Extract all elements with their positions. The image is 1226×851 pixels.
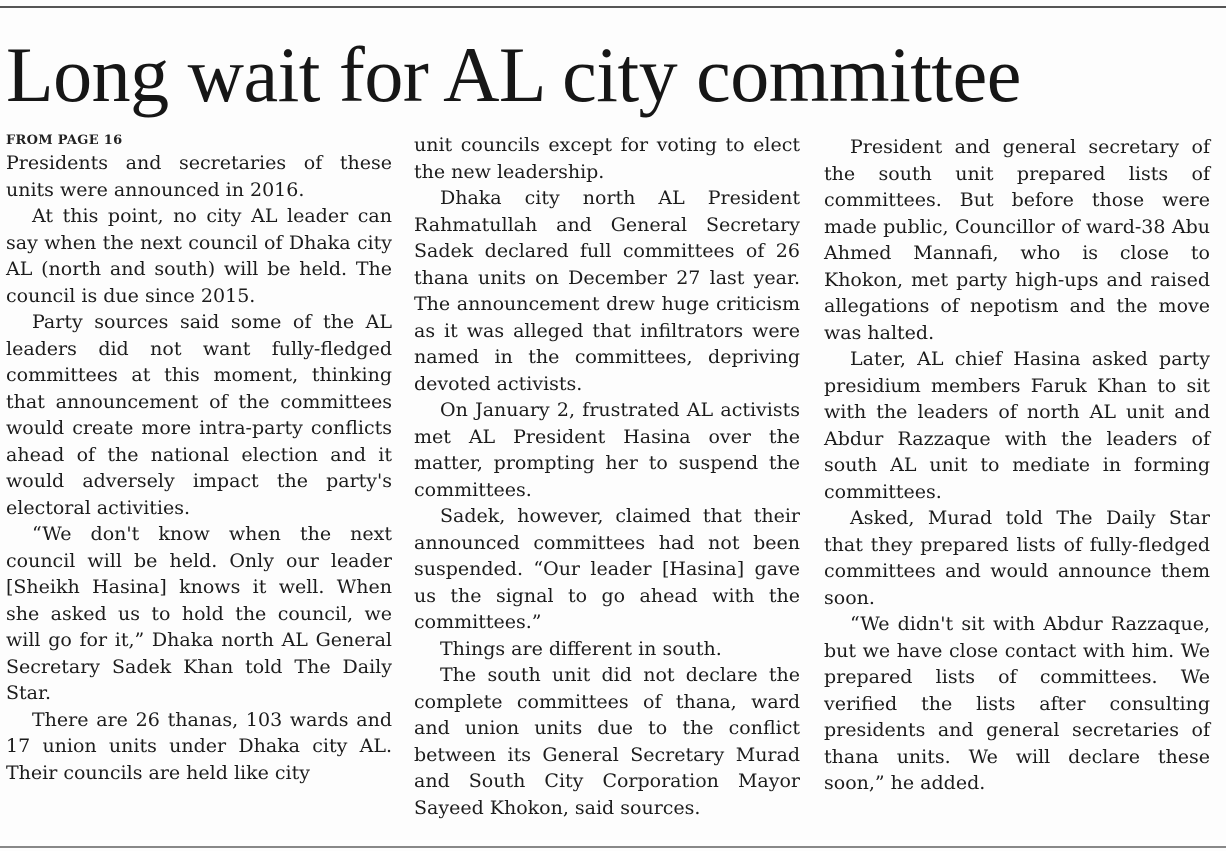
paragraph: unit councils except for voting to elect the new leadership.	[414, 134, 800, 183]
paragraph: On January 2, frustrated AL activists met AL President Hasina over the matter, prompting her to suspend the committees.	[414, 399, 800, 501]
headline: Long wait for AL city committee	[6, 31, 1021, 118]
paragraph: There are 26 thanas, 103 wards and 17 union units under Dhaka city AL. Their councils are held like city	[6, 708, 392, 784]
paragraph: Dhaka city north AL President Rahmatullah and General Secretary Sadek declared full committees of 26 thana units on December 27 last year. The announcement drew huge criticism as it was alleged that infiltrators were named in the committees, depriving devoted activists.	[414, 187, 800, 395]
top-rule	[0, 6, 1226, 8]
jump-line: FROM PAGE 16	[6, 133, 123, 148]
paragraph: The south unit did not declare the complete committees of thana, ward and union units due to the conflict between its General Secretary Murad and South City Corporation Mayor Sayeed Khokon, said sources.	[414, 664, 800, 819]
paragraph: “We didn't sit with Abdur Razzaque, but we have close contact with him. We prepared lists of committees. We verified the lists after consulting presidents and general secretaries of thana units. We will declare these soon,” he added.	[824, 613, 1210, 794]
paragraph: Things are different in south.	[440, 637, 722, 660]
paragraph: At this point, no city AL leader can say when the next council of Dhaka city AL (north and south) will be held. The council is due since 2015.	[6, 205, 392, 307]
paragraph: Asked, Murad told The Daily Star that they prepared lists of fully-fledged committees and would announce them soon.	[824, 507, 1210, 609]
paragraph: President and general secretary of the south unit prepared lists of committees. But before those were made public, Councillor of ward-38 Abu Ahmed Mannafi, who is close to Khokon, met party high-ups and raised allegations of nepotism and the move was halted.	[824, 136, 1210, 344]
paragraph: Sadek, however, claimed that their announced committees had not been suspended. “Our leader [Hasina] gave us the signal to go ahead with the committees.”	[414, 505, 800, 633]
paragraph: Later, AL chief Hasina asked party presidium members Faruk Khan to sit with the leaders of north AL unit and Abdur Razzaque with the leaders of south AL unit to mediate in forming committees.	[824, 348, 1210, 503]
bottom-rule	[0, 846, 1226, 848]
paragraph: Party sources said some of the AL leaders did not want fully-fledged committees at this moment, thinking that announcement of the committees would create more intra-party conflicts ahead of the national election and it would adversely impact the party's electoral activities.	[6, 311, 392, 519]
paragraph: Presidents and secretaries of these units were announced in 2016.	[6, 152, 392, 201]
paragraph: “We don't know when the next council will be held. Only our leader [Sheikh Hasina] knows it well. When she asked us to hold the council, we will go for it,” Dhaka north AL General Secretary Sadek Khan told The Daily Star.	[6, 523, 392, 704]
article-column-1	[6, 132, 392, 786]
article-column-3	[824, 134, 1210, 797]
article-column-2	[414, 132, 800, 821]
